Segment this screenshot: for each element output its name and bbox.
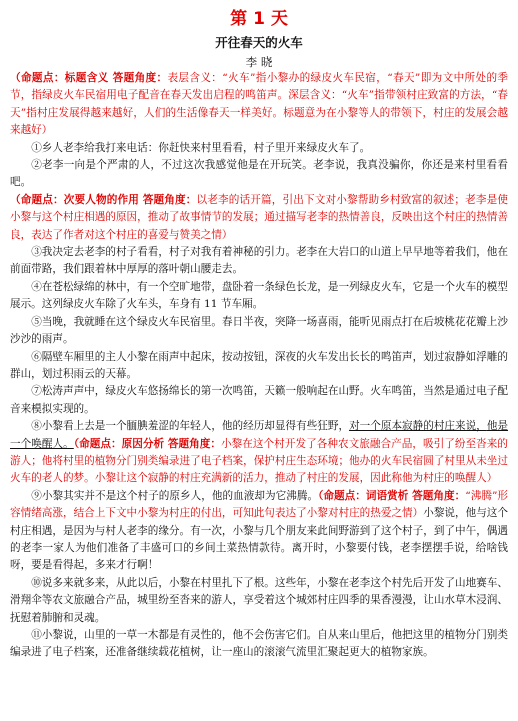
paragraph-8: [10, 418, 508, 488]
annotation-body: 小黎在这个村开发了各种农文旅融合产品，吸引了纷至沓来的游人；他将村里的植物分门别类编录进了电子档案，保护村庄生态环境；他办的火车民宿圆了村里从未坐过火车的老人的梦。小黎让这个寂静的村庄充满新的活力，推动了村庄的发展，因此称他为村庄的唤醒人）: [10, 437, 509, 485]
annotation-body: 以老李的话开篇，引出下文对小黎帮助乡村致富的叙述；老李是使小黎与这个村庄相遇的原因，推动了故事情节的发展；通过描写老李的热情善良，反映出这个村庄的热情善良，表达了作者对这个村庄的喜爱与赞美之情）: [10, 193, 509, 241]
paragraph-1: ①乡人老李给我打来电话：你赶快来村里看看，村子里开来绿皮火车了。: [31, 141, 371, 154]
paragraph-8-text: ⑧小黎看上去是一个腼腆羞涩的年轻人，他的经历却显得有些狂野，: [31, 420, 350, 433]
article-title: 开往春天的火车: [215, 35, 303, 50]
annotation-body: “沸腾”形容情绪高涨，结合上下文中小黎为村庄的付出，可知此句表达了小黎对村庄的热爱之情）: [10, 489, 509, 520]
paragraph-3: ③我决定去老李的村子看看，村子对我有着神秘的引力。老李在大岩口的山道上早早地等着我们，他在前面带路，我们跟着林中厚厚的落叶朝山腰走去。: [10, 246, 508, 276]
annotation-lead: （命题点：原因分析 答题角度：: [73, 437, 222, 450]
article-author: 李 晓: [245, 55, 273, 69]
underlined-sentence-end: 他是一个唤醒人。: [10, 420, 509, 450]
paragraph-10: ⑩说多来就多来，从此以后，小黎在村里扎下了根。这些年，小黎在老李这个村先后开发了山地赛车、滑翔伞等农文旅融合产品，城里纷至沓来的游人，享受着这个城郊村庄四季的果香漫漫，让山水草木浸润、抚慰着肺腑和灵魂。: [10, 576, 508, 624]
day-heading: 第 1 天: [230, 9, 288, 29]
annotation-lead: （命题点：词语赏析 答题角度：: [318, 489, 466, 502]
paragraph-5: ⑤当晚，我就睡在这个绿皮火车民宿里。春日半夜，突降一场喜雨，能听见雨点打在后坡桃花花瓣上沙沙沙的雨声。: [10, 315, 508, 346]
paragraph-2: ②老李一向是个严肃的人，不过这次我感觉他是在开玩笑。老李说，我真没骗你，你还是来村里看看吧。: [10, 159, 508, 189]
annotation-body: 表层含义：“火车”指小黎办的绿皮火车民宿，“春天”即为文中所处的季节，指绿皮火车民宿用电子配音在春天发出启程的鸣笛声。深层含义：“火车”指带领村庄致富的方法，“春天”指村庄发展得越来越好，人们的生活像春天一样美好。标题意为在小黎等人的带领下，村庄的发展会越来越好）: [10, 72, 508, 137]
paragraph-9-text: ⑨小黎其实并不是这个村子的原乡人，他的血液却为它沸腾。: [31, 489, 319, 502]
underlined-sentence: 对一个原本寂静的村庄来说，: [349, 420, 487, 433]
annotation-minor-character: [10, 192, 508, 244]
paragraph-6: ⑥隔壁车厢里的主人小黎在雨声中起床，按动按钮，深夜的火车发出长长的鸣笛声，划过寂静如浮雕的群山，划过积雨云的天幕。: [10, 350, 508, 380]
paragraph-11: ⑪小黎说，山里的一草一木都是有灵性的，他不会伤害它们。自从来山里后，他把这里的植物分门别类编录进了电子档案，还准备继续载花植树，让一座山的滚滚气流里汇聚起更大的植物家族。: [10, 629, 508, 659]
paragraph-7: ⑦松涛声声中，绿皮火车悠扬绵长的第一次鸣笛，天籁一般响起在山野。火车鸣笛，当然是通过电子配音来模拟实现的。: [10, 385, 508, 415]
paragraph-9: [10, 488, 508, 575]
annotation-lead: （命题点：次要人物的作用 答题角度：: [10, 193, 197, 206]
annotation-title-meaning: [10, 70, 508, 140]
paragraph-4: ④在苍松绿绵的林中，有一个空旷地带，盘卧着一条绿色长龙，是一列绿皮火车，它是一个火车的模型展示。这列绿皮火车除了火车头，车身有 11 节车厢。: [10, 280, 508, 311]
annotation-lead: （命题点：标题含义 答题角度：: [10, 72, 168, 84]
paragraph-9-continued: 小黎说，他与这个村庄相遇，是因为与村人老李的缘分。有一次，小黎与几个朋友来此间野游到了这个村子，到了中午，偶遇的老李一家人为他们准备了丰盛可口的乡间土菜热情款待。离开时，小黎要付钱，老李摆摆手说，给啥钱呀，要是看得起，多来才行啊！: [10, 507, 508, 572]
